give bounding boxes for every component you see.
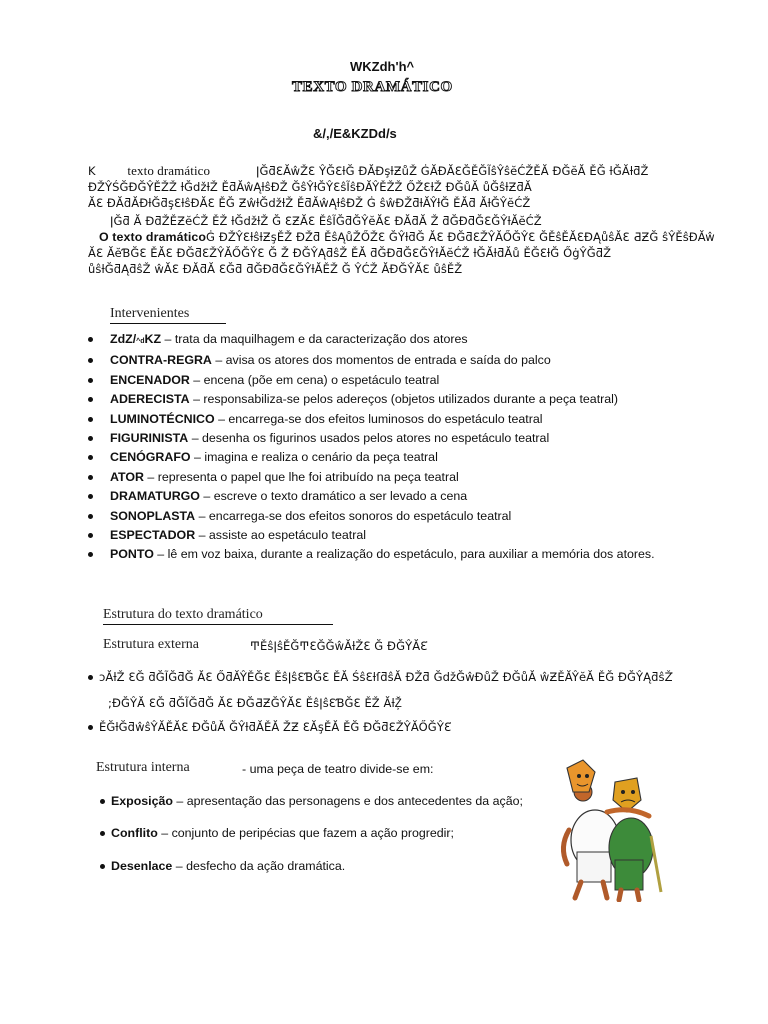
role-description: – desenha os figurinos usados pelos atores no espetáculo teatral: [188, 431, 550, 446]
role-description: – responsabiliza-se pelos adereços (objetos utilizados durante a peça teatral): [189, 392, 619, 407]
role-term: FIGURINISTA: [110, 431, 189, 446]
role-description: – trata da maquilhagem e da caracterização dos atores: [161, 332, 468, 346]
intro-line-5: [99, 230, 715, 244]
actor-right-figure: [607, 778, 661, 900]
role-item: [88, 545, 688, 564]
intro-bold-term: O texto dramático: [99, 230, 207, 244]
role-term: ZdZ/: [110, 332, 137, 346]
role-description: – encena (põe em cena) o espetáculo teatral: [189, 372, 440, 387]
role-item: [88, 448, 688, 467]
interna-item: Desenlace – desfecho da ação dramática.: [100, 859, 345, 873]
intro-line-1: [88, 163, 210, 179]
role-term: ENCENADOR: [110, 372, 190, 387]
role-description: – assiste ao espetáculo teatral: [195, 528, 366, 543]
intro-line-2: ĐŽŶŚĞĐĞŶĚŽŽ ƚĞdžƚŽ ĚƌĂŵĄƚŝĐŽ ĞŝŶƚĞŶƐŝĨŝĐĂŶĚŽŽ ŐŽƐƚŽ ƉĞůĂ ůĞŝƚƵƌĂ: [88, 180, 532, 194]
interna-item: Exposição – apresentação das personagens e dos antecedentes da ação;: [100, 794, 523, 808]
role-term: SONOPLASTA: [110, 508, 196, 523]
estrutura-externa-label: Estrutura externa: [103, 637, 200, 652]
role-term: CONTRA-REGRA: [110, 353, 212, 368]
role-term: PONTO: [110, 547, 154, 562]
role-term: ADERECISTA: [110, 392, 190, 407]
role-description: – encarrega-se dos efeitos sonoros do espetáculo teatral: [195, 508, 512, 523]
externa-item: ;ĐĞŶĂ ƐĞ ƌĞĨĞƌĞ ĂƐ ƉĞƋƵĞŶĂƐ ĚŝǀŝƐƁĞƐ ĚŽ ĂƚŽ͕: [108, 696, 402, 710]
role-item: [88, 526, 688, 545]
externa-item: ͻĂƚŽ ƐĞ ƌĞĨĞƌĞ ĂƐ ŐƌĂŶĚĞƐ ĚŝǀŝƐƁĞƐ ĚĂ ŚŝƐƚſƌŝĂ ƉŽƌ ĞdžĞŵƉůŽ ƉĞůĂ ŵƵĚĂŶĕĂ ĚĞ ĐĞŶĄƌŝŽ͘: [88, 670, 673, 684]
role-item: [88, 371, 688, 390]
role-item: [88, 429, 688, 448]
role-term: DRAMATURGO: [110, 489, 200, 504]
actor-left-figure: [563, 760, 619, 898]
role-term-tail: KZ: [144, 332, 162, 346]
role-description: – lê em voz baixa, durante a realização do espetáculo, para auxiliar a memória dos atores.: [153, 547, 655, 562]
role-term: ATOR: [110, 469, 144, 484]
bullet-icon: [100, 831, 105, 836]
role-description: – avisa os atores dos momentos de entrada e saída do palco: [211, 353, 551, 368]
estrutura-externa-text: ͲĚŝǀŝĚĞͲƐĞĞŵĂƚŽƐ Ğ ĐĞŶĂƐ͘: [250, 639, 428, 653]
bullet-icon: [100, 799, 105, 804]
intro-line-3: ĂƐ ĐĂƌĂĐƚĞƌşƐƚŝĐĂƐ ĚĞ ƵŵƚĞdžƚŽ ĚƌĂŵĄƚŝĐŽ Ġ ŝŵƉŽƌƚĂŶƚĞ ĚĂƌ ĂƚĞŶĕĆŽ: [88, 196, 531, 210]
role-term: ESPECTADOR: [110, 528, 196, 543]
intro-term: texto dramático: [127, 163, 211, 178]
role-item: [88, 410, 688, 429]
intro-line-1-rest: ǀĞƌƐĂŵŽƐ ŶĞƐƚĞ ĐĂƉşƚƵůŽ ĠĂƉĂƐĞĚĞĨŝŶŝĕĆŽĚĂ ƉĞĕĂ ĚĞ ƚĞĂƚƌŽ: [256, 164, 649, 178]
role-item: [88, 507, 688, 526]
roles-list: [88, 330, 688, 565]
role-item: [88, 351, 688, 370]
role-description: – encarrega-se dos efeitos luminosos do espetáculo teatral: [214, 411, 543, 426]
estrutura-heading: Estrutura do texto dramático: [103, 607, 263, 622]
role-description: – representa o papel que lhe foi atribuído na peça teatral: [143, 469, 459, 484]
role-item: [88, 468, 688, 487]
page-title: TEXTO DRAMÁTICO: [292, 79, 453, 95]
role-description: – imagina e realiza o cenário da peça teatral: [190, 450, 438, 465]
externa-item: ĚĞƚĞƌŵŝŶĂĚĂƐ ƉĞůĂ ĞŶƚƌĂĚĂ ŽƵ ƐĂşĚĂ ĚĞ ƉĞƌƐŽŶĂŐĞŶƐ͘: [88, 720, 451, 734]
role-term: LUMINOTÉCNICO: [110, 411, 215, 426]
role-item: [88, 487, 688, 506]
role-description: – escreve o texto dramático a ser levado a cena: [199, 489, 468, 504]
definition-heading: &/,/E&KZDd/s: [313, 126, 397, 141]
header-code: WKZdh'h^: [350, 59, 415, 74]
intro-line-7: ůŝƚĞƌĄƌŝŽ ŵĂƐ ƉĂƌĂ ƐĞƌ ƌĞƉƌĞƐĞŶƚĂĚŽ Ğ ŶĆŽ ĂƉĞŶĂƐ ůŝĚŽ: [88, 262, 463, 276]
role-item: [88, 390, 688, 409]
bullet-icon: [88, 725, 93, 730]
bullet-icon: [100, 864, 105, 869]
intro-prefix: K: [88, 164, 96, 178]
heading-underline: [110, 323, 226, 324]
role-term: CENÓGRAFO: [110, 450, 191, 465]
interna-item: Conflito – conjunto de peripécias que fazem a ação progredir;: [100, 826, 454, 840]
bullet-icon: [88, 675, 93, 680]
intervenientes-heading: Intervenientes: [110, 306, 190, 321]
theatre-actors-illustration: [545, 752, 675, 902]
intro-line-6: ĂƐ ĂĕƁĞƐ ĚĂƐ ƉĞƌƐŽŶĂŐĞŶƐ Ğ Ž ĐĞŶĄƌŝŽ ĚĂ ƌĞƉƌĞƐĞŶƚĂĕĆŽ ƚĞĂƚƌĂů ĚĞƐƚĞ ŐġŶĞƌŽ: [88, 246, 612, 260]
intro-line-5-rest: Ġ ĐŽŶƐƚŝƚƵşĚŽ ƉŽƌ ĚŝĄůŽŐŽƐ ĞŶƚƌĞ ĂƐ ƉĞƌƐŽŶĂŐĞŶƐ ĞĚŝĚĂƐĐĄůŝĂƐ ƋƵĞ ŝŶĚŝĐĂŵ: [206, 230, 715, 244]
heading-underline: [103, 624, 333, 625]
intro-line-4: ǀĞƌ Ă ƉƌŽĚƵĕĆŽ ĚŽ ƚĞdžƚŽ Ğ ƐƵĂƐ ĚŝĨĞƌĞŶĕĂƐ ƉĂƌĂ Ž ƌĞƉƌĞƐĞŶƚĂĕĆŽ: [110, 214, 542, 228]
estrutura-interna-text: - uma peça de teatro divide-se em:: [242, 762, 434, 776]
role-term-small: ^d: [136, 338, 145, 345]
role-item: [88, 330, 688, 351]
estrutura-interna-label: Estrutura interna: [96, 760, 190, 775]
